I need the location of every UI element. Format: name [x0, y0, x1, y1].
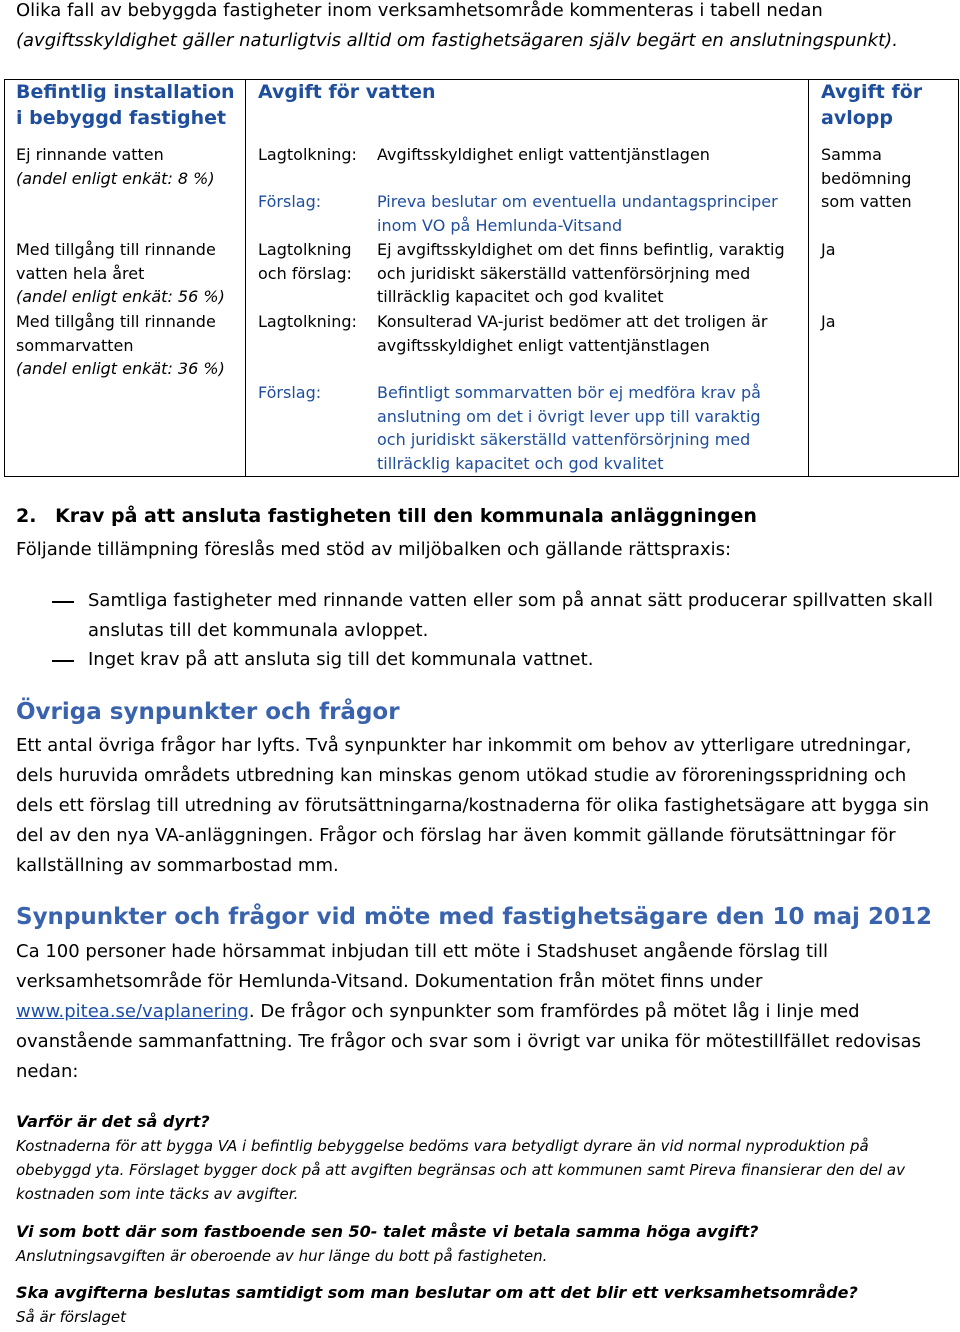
ovriga-line-1: Ett antal övriga frågor har lyfts. Två synpunkter har inkommit om behov av ytterligare utredningar, [16, 735, 912, 756]
row3-forslag-text-4: tillräcklig kapacitet och god kvalitet [377, 453, 664, 473]
section2-number: 2. [16, 505, 37, 527]
row1-sewer-3: som vatten [821, 192, 912, 211]
table-border-col2 [245, 79, 246, 477]
intro-line-1: Olika fall av bebyggda fastigheter inom verksamhetsområde kommenteras i tabell nedan [16, 0, 823, 21]
row3-lagtolkning-text-2: avgiftsskyldighet enligt vattentjänstlagen [377, 335, 710, 355]
row1-sewer-1: Samma [821, 145, 882, 164]
mote-line-4: ovanstående sammanfattning. Tre frågor och svar som i övrigt var unika för mötestillfället redovisas [16, 1031, 921, 1052]
row2-case-2: vatten hela året [16, 263, 145, 283]
ovriga-line-3: dels ett förslag till utredning av förutsättningarna/kostnaderna för olika fastighetsägare att bygga sin [16, 795, 930, 816]
bullet-1-line-2: anslutas till det kommunala avloppet. [88, 620, 429, 641]
bullet-dash-1 [52, 601, 74, 603]
answer-1-line-1: Kostnaderna för att bygga VA i befintlig bebyggelse bedöms vara betydligt dyrare än vid normal nyproduktion på [16, 1137, 869, 1155]
mote-line-2: verksamhetsområde för Hemlunda-Vitsand. Dokumentation från mötet finns under [16, 971, 763, 992]
mote-line-1: Ca 100 personer hade hörsammat inbjudan till ett möte i Stadshuset angående förslag till [16, 941, 829, 962]
section2-heading [16, 501, 757, 531]
row2-label-1: Lagtolkning [258, 240, 352, 259]
mote-line-3 [16, 997, 860, 1027]
row3-lagtolkning-text-1: Konsulterad VA-jurist bedömer att det troligen är [377, 312, 768, 331]
row1-forslag-text-2: inom VO på Hemlunda-Vitsand [377, 215, 623, 235]
row3-forslag-text-2: anslutning om det i övrigt lever upp till varaktig [377, 406, 761, 426]
bullet-1-line-1: Samtliga fastigheter med rinnande vatten eller som på annat sätt producerar spillvatten skall [88, 590, 933, 611]
answer-3-line-1: Så är förslaget [16, 1308, 127, 1326]
section2-title: Krav på att ansluta fastigheten till den kommunala anläggningen [55, 505, 757, 527]
documentation-link[interactable]: www.pitea.se/vaplanering [16, 1001, 249, 1022]
row1-case-share: (andel enligt enkät: 8 %) [16, 168, 215, 188]
table-border-right [958, 79, 959, 477]
table-border-bottom [4, 476, 959, 477]
row3-case-share: (andel enligt enkät: 36 %) [16, 359, 225, 378]
answer-1-line-2: obebyggd yta. Förslaget bygger dock på att avgiften begränsas och att kommunen samt Pireva finansierar den del av [16, 1161, 905, 1179]
ovriga-line-4: del av den nya VA-anläggningen. Frågor och förslag har även kommit gällande förutsättningar för [16, 825, 896, 846]
question-2: Vi som bott där som fastboende sen 50- talet måste vi betala samma höga avgift? [16, 1222, 759, 1241]
bullet-dash-2 [52, 660, 74, 662]
row2-text-1: Ej avgiftsskyldighet om det finns befintlig, varaktig [377, 240, 785, 259]
row3-forslag-text-3: och juridiskt säkerställd vattenförsörjning med [377, 430, 751, 449]
row2-case-1: Med tillgång till rinnande [16, 240, 216, 259]
row1-label-lagtolkning: Lagtolkning: [258, 145, 357, 164]
row1-forslag-text-1: Pireva beslutar om eventuella undantagsprinciper [377, 192, 778, 211]
row3-case-2: sommarvatten [16, 335, 134, 355]
row3-case-1: Med tillgång till rinnande [16, 312, 216, 331]
question-1: Varför är det så dyrt? [16, 1112, 210, 1131]
question-3: Ska avgifterna beslutas samtidigt som man beslutar om att det blir ett verksamhetsområde? [16, 1283, 858, 1302]
header-sewer-fee-line1: Avgift för [821, 81, 923, 103]
ovriga-line-2: dels huruvida områdets utbredning kan minskas genom utökad studie av föroreningsspridning och [16, 765, 907, 786]
header-sewer-fee-line2: avlopp [821, 107, 893, 129]
row1-case: Ej rinnande vatten [16, 145, 164, 164]
row2-label-2: och förslag: [258, 263, 352, 283]
row1-sewer-2: bedömning [821, 168, 912, 188]
row3-sewer: Ja [821, 312, 836, 331]
row3-label-lagtolkning: Lagtolkning: [258, 312, 357, 331]
row2-text-2: och juridiskt säkerställd vattenförsörjning med [377, 263, 751, 283]
header-water-fee: Avgift för vatten [258, 81, 436, 103]
answer-1-line-3: kostnaden som inte täcks av avgifter. [16, 1185, 299, 1203]
row1-label-forslag: Förslag: [258, 192, 322, 211]
mote-line-5: nedan: [16, 1061, 79, 1082]
ovriga-line-5: kallställning av sommarbostad mm. [16, 855, 339, 876]
row2-case-share: (andel enligt enkät: 56 %) [16, 287, 225, 306]
mote-heading: Synpunkter och frågor vid möte med fastighetsägare den 10 maj 2012 [16, 904, 932, 930]
row2-sewer: Ja [821, 240, 836, 259]
table-border-col3 [808, 79, 809, 477]
ovriga-heading: Övriga synpunkter och frågor [16, 699, 400, 725]
intro-line-2: (avgiftsskyldighet gäller naturligtvis alltid om fastighetsägaren själv begärt en anslutningspunkt). [16, 30, 898, 51]
row3-label-forslag: Förslag: [258, 383, 322, 402]
section2-lead: Följande tillämpning föreslås med stöd av miljöbalken och gällande rättspraxis: [16, 539, 732, 560]
header-installation-line2: i bebyggd fastighet [16, 107, 227, 129]
mote-line-3-rest: . De frågor och synpunkter som framfördes på mötet låg i linje med [248, 1001, 860, 1022]
answer-2-line-1: Anslutningsavgiften är oberoende av hur länge du bott på fastigheten. [16, 1247, 548, 1265]
table-border-left [4, 79, 5, 477]
row3-forslag-text-1: Befintligt sommarvatten bör ej medföra krav på [377, 383, 761, 402]
header-installation-line1: Befintlig installation [16, 81, 235, 103]
bullet-2-line-1: Inget krav på att ansluta sig till det kommunala vattnet. [88, 649, 594, 670]
row1-lagtolkning-text: Avgiftsskyldighet enligt vattentjänstlagen [377, 145, 710, 164]
row2-text-3: tillräcklig kapacitet och god kvalitet [377, 287, 664, 306]
